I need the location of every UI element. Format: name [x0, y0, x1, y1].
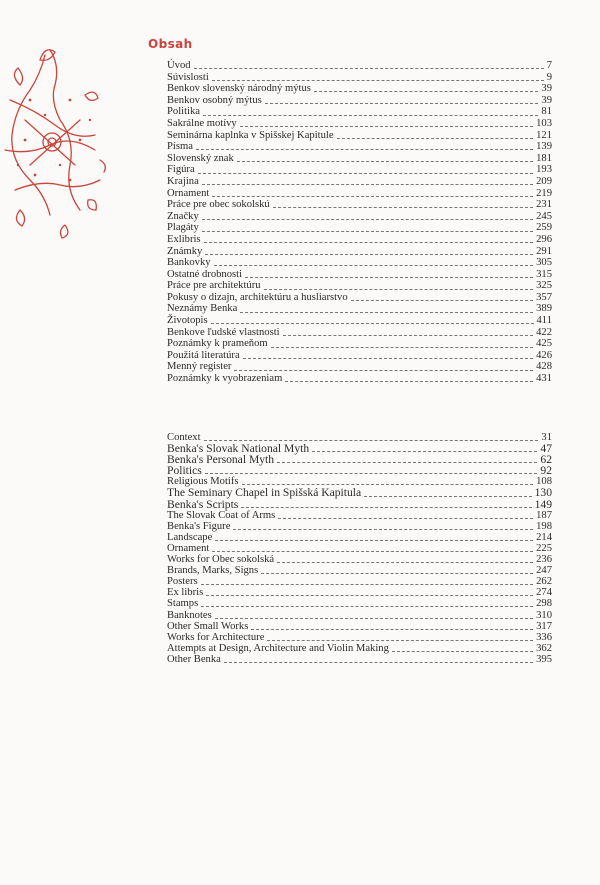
- toc-entry-page: 9: [546, 71, 552, 83]
- dot-leader: [205, 473, 538, 474]
- dot-leader: [364, 496, 531, 497]
- toc-entry-title: Religious Motifs: [167, 476, 239, 488]
- toc-entry-title: Súvislosti: [167, 71, 209, 83]
- toc-entry-page: 193: [536, 164, 552, 176]
- dot-leader: [202, 184, 533, 185]
- toc-entry-page: 108: [536, 476, 552, 488]
- toc-entry-title: Písma: [167, 141, 193, 153]
- toc-entry-page: 310: [536, 609, 552, 621]
- toc-entry: [167, 521, 552, 532]
- contents-heading: Obsah: [148, 37, 193, 51]
- toc-entry: [167, 246, 552, 258]
- dot-leader: [245, 277, 533, 278]
- toc-entry: [167, 292, 552, 304]
- toc-entry-title: Stamps: [167, 598, 199, 610]
- toc-entry-page: 296: [536, 233, 552, 245]
- toc-entry-page: 121: [536, 129, 552, 141]
- toc-entry-title: Úvod: [167, 60, 191, 71]
- toc-entry-title: Benka's Figure: [167, 520, 231, 532]
- toc-entry: [167, 199, 552, 211]
- toc-entry-page: 428: [536, 361, 552, 373]
- dot-leader: [337, 138, 534, 139]
- toc-entry: [167, 610, 552, 621]
- toc-entry-page: 39: [541, 94, 552, 106]
- toc-entry: [167, 587, 552, 598]
- toc-entry: [167, 643, 552, 654]
- dot-leader: [271, 347, 533, 348]
- toc-entry-page: 245: [536, 210, 552, 222]
- toc-entry-title: Other Benka: [167, 653, 221, 665]
- toc-entry: [167, 361, 552, 373]
- toc-entry-title: Ex libris: [167, 587, 204, 599]
- toc-entry: [167, 454, 552, 465]
- dot-leader: [285, 381, 533, 382]
- toc-entry-page: 395: [536, 653, 552, 665]
- toc-entry-page: 389: [536, 303, 552, 315]
- toc-entry-title: Pokusy o dizajn, architektúru a husliarstvo: [167, 291, 348, 303]
- toc-entry-title: Značky: [167, 210, 199, 222]
- toc-entry: [167, 632, 552, 643]
- dot-leader: [212, 196, 533, 197]
- toc-entry-page: 357: [536, 291, 552, 303]
- toc-entry: [167, 621, 552, 632]
- toc-entry: [167, 654, 552, 665]
- dot-leader: [214, 265, 534, 266]
- dot-leader: [196, 149, 533, 150]
- toc-entry-page: 92: [540, 464, 552, 478]
- toc-entry-page: 362: [536, 642, 552, 654]
- toc-entry-page: 139: [536, 141, 552, 153]
- toc-entry-title: Použitá literatúra: [167, 349, 240, 361]
- toc-entry: [167, 554, 552, 565]
- toc-entry: [167, 164, 552, 176]
- dot-leader: [264, 289, 534, 290]
- dot-leader: [202, 219, 533, 220]
- toc-entry-title: Neznámy Benka: [167, 303, 238, 315]
- toc-entry-title: Benkov osobný mýtus: [167, 94, 262, 106]
- dot-leader: [211, 323, 534, 324]
- toc-entry-page: 325: [536, 280, 552, 292]
- dot-leader: [267, 640, 533, 641]
- dot-leader: [277, 462, 537, 463]
- toc-entry: [167, 576, 552, 587]
- toc-entry: [167, 222, 552, 234]
- toc-entry-title: The Slovak Coat of Arms: [167, 509, 276, 521]
- dot-leader: [242, 484, 534, 485]
- toc-entry-title: Poznámky k vyobrazeniam: [167, 373, 283, 385]
- toc-entry-page: 426: [536, 349, 552, 361]
- toc-entry-title: Attempts at Design, Architecture and Violin Making: [167, 642, 389, 654]
- dot-leader: [312, 451, 537, 452]
- dot-leader: [205, 254, 533, 255]
- toc-entry-title: Ornament: [167, 542, 210, 554]
- toc-entry-page: 214: [536, 531, 552, 543]
- toc-entry: [167, 130, 552, 142]
- toc-entry-page: 130: [534, 486, 552, 500]
- toc-entry-title: Životopis: [167, 315, 208, 327]
- toc-entry-page: 336: [536, 631, 552, 643]
- toc-entry-title: Benka's Personal Myth: [167, 453, 275, 467]
- toc-entry-page: 7: [546, 60, 552, 71]
- dot-leader: [243, 358, 533, 359]
- toc-entry: [167, 303, 552, 315]
- toc-entry: [167, 565, 552, 576]
- toc-entry-page: 422: [536, 326, 552, 338]
- toc-entry-page: 425: [536, 338, 552, 350]
- dot-leader: [273, 207, 533, 208]
- toc-entry: [167, 211, 552, 223]
- toc-entry: [167, 465, 552, 476]
- toc-entry-title: Exlibris: [167, 233, 201, 245]
- toc-entry-page: 315: [536, 268, 552, 280]
- toc-entry-title: Slovenský znak: [167, 152, 234, 164]
- dot-leader: [212, 551, 533, 552]
- toc-entry-title: Krajina: [167, 175, 199, 187]
- toc-entry-page: 431: [536, 373, 552, 385]
- dot-leader: [204, 242, 534, 243]
- toc-entry-title: Benkove ľudské vlastnosti: [167, 326, 280, 338]
- toc-entry-title: Poznámky k prameňom: [167, 338, 268, 350]
- dot-leader: [224, 662, 533, 663]
- dot-leader: [234, 370, 533, 371]
- dot-leader: [277, 562, 533, 563]
- dot-leader: [198, 173, 533, 174]
- dot-leader: [265, 103, 539, 104]
- toc-entry-title: Context: [167, 432, 201, 443]
- toc-entry-page: 317: [536, 620, 552, 632]
- toc-entry-page: 62: [540, 453, 552, 467]
- toc-entry-page: 149: [534, 497, 552, 511]
- dot-leader: [206, 595, 533, 596]
- toc-entry: [167, 153, 552, 165]
- toc-entry-title: Sakrálne motívy: [167, 117, 237, 129]
- toc-slovak: [167, 60, 552, 385]
- toc-entry-page: 103: [536, 117, 552, 129]
- dot-leader: [202, 231, 533, 232]
- toc-entry-page: 47: [540, 442, 552, 456]
- dot-leader: [251, 629, 533, 630]
- toc-entry: [167, 269, 552, 281]
- toc-entry: [167, 543, 552, 554]
- toc-entry: [167, 338, 552, 350]
- toc-entry-title: Známky: [167, 245, 203, 257]
- dot-leader: [240, 312, 533, 313]
- toc-entry-title: Práce pre architektúru: [167, 280, 261, 292]
- toc-entry: [167, 510, 552, 521]
- dot-leader: [392, 651, 533, 652]
- toc-entry: [167, 188, 552, 200]
- toc-entry-title: The Seminary Chapel in Spišská Kapitula: [167, 486, 362, 500]
- toc-entry-title: Ostatné drobnosti: [167, 268, 243, 280]
- dot-leader: [204, 440, 539, 441]
- toc-entry-title: Works for Obec sokolská: [167, 554, 275, 566]
- dot-leader: [201, 584, 534, 585]
- toc-entry: [167, 72, 552, 84]
- toc-entry: [167, 598, 552, 609]
- toc-entry-page: 236: [536, 554, 552, 566]
- toc-entry-page: 187: [536, 509, 552, 521]
- toc-entry: [167, 350, 552, 362]
- dot-leader: [351, 300, 533, 301]
- toc-entry-page: 262: [536, 576, 552, 588]
- toc-entry-title: Ornament: [167, 187, 210, 199]
- toc-entry-page: 181: [536, 152, 552, 164]
- toc-entry: [167, 373, 552, 385]
- toc-entry-page: 259: [536, 222, 552, 234]
- dot-leader: [203, 115, 538, 116]
- toc-entry: [167, 234, 552, 246]
- toc-entry: [167, 315, 552, 327]
- toc-entry: [167, 327, 552, 339]
- toc-entry: [167, 532, 552, 543]
- toc-entry-title: Posters: [167, 576, 198, 588]
- toc-entry-title: Benka's Scripts: [167, 497, 239, 511]
- dot-leader: [261, 573, 533, 574]
- dot-leader: [215, 618, 533, 619]
- red-floral-ornament-icon: [0, 40, 120, 240]
- toc-entry-page: 209: [536, 175, 552, 187]
- toc-entry-title: Benkov slovenský národný mýtus: [167, 83, 311, 95]
- toc-entry-page: 225: [536, 542, 552, 554]
- toc-entry: [167, 499, 552, 510]
- toc-entry-title: Práce pre obec sokolskú: [167, 199, 270, 211]
- toc-entry: [167, 176, 552, 188]
- toc-entry-title: Works for Architecture: [167, 631, 265, 643]
- toc-entry-page: 291: [536, 245, 552, 257]
- toc-entry-page: 411: [536, 315, 552, 327]
- toc-entry-title: Brands, Marks, Signs: [167, 565, 259, 577]
- dot-leader: [240, 126, 533, 127]
- toc-entry-page: 39: [541, 83, 552, 95]
- toc-entry-page: 305: [536, 257, 552, 269]
- dot-leader: [278, 518, 533, 519]
- toc-entry-page: 198: [536, 520, 552, 532]
- toc-entry-title: Politika: [167, 106, 200, 118]
- toc-entry-page: 298: [536, 598, 552, 610]
- toc-entry-page: 231: [536, 199, 552, 211]
- toc-entry-title: Other Small Works: [167, 620, 249, 632]
- dot-leader: [212, 80, 544, 81]
- toc-entry: [167, 280, 552, 292]
- toc-entry: [167, 257, 552, 269]
- toc-entry: [167, 487, 552, 498]
- toc-entry-page: 247: [536, 565, 552, 577]
- dot-leader: [283, 335, 534, 336]
- toc-entry: [167, 60, 552, 72]
- dot-leader: [314, 91, 539, 92]
- dot-leader: [233, 529, 533, 530]
- toc-entry-title: Figúra: [167, 164, 195, 176]
- toc-entry-page: 219: [536, 187, 552, 199]
- toc-entry-page: 274: [536, 587, 552, 599]
- toc-entry-page: 31: [541, 432, 552, 443]
- toc-entry: [167, 118, 552, 130]
- toc-entry-title: Landscape: [167, 531, 213, 543]
- toc-english: [167, 432, 552, 665]
- toc-entry: [167, 95, 552, 107]
- toc-entry-title: Bankovky: [167, 257, 211, 269]
- dot-leader: [241, 507, 531, 508]
- dot-leader: [215, 540, 533, 541]
- toc-entry: [167, 83, 552, 95]
- dot-leader: [237, 161, 533, 162]
- dot-leader: [194, 68, 544, 69]
- toc-entry: [167, 106, 552, 118]
- toc-entry-title: Politics: [167, 464, 202, 478]
- toc-entry-title: Plagáty: [167, 222, 199, 234]
- toc-entry: [167, 141, 552, 153]
- dot-leader: [201, 606, 533, 607]
- toc-entry-title: Seminárna kaplnka v Spišskej Kapitule: [167, 129, 334, 141]
- toc-entry-title: Menný register: [167, 361, 232, 373]
- toc-entry-title: Banknotes: [167, 609, 212, 621]
- toc-entry-title: Benka's Slovak National Myth: [167, 442, 310, 456]
- toc-entry-page: 81: [541, 106, 552, 118]
